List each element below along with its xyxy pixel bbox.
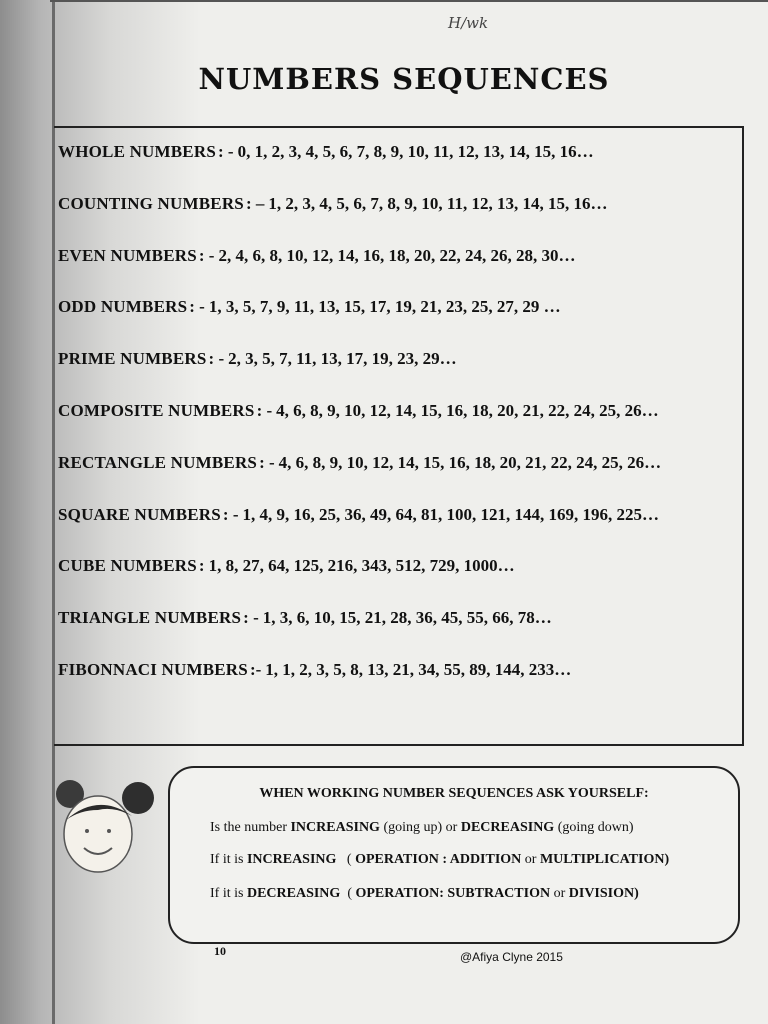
sequence-separator: : - xyxy=(259,452,275,472)
text: or xyxy=(521,852,540,867)
keyword-decreasing: DECREASING xyxy=(460,820,555,835)
sequence-name: PRIME NUMBERS xyxy=(58,349,207,369)
sequence-row xyxy=(58,453,661,473)
sequence-name: TRIANGLE NUMBERS xyxy=(58,608,242,628)
tips-line-2 xyxy=(210,852,669,868)
sequence-values: 1, 3, 6, 10, 15, 21, 28, 36, 45, 55, 66, 78… xyxy=(262,608,552,628)
sequence-name: CUBE NUMBERS xyxy=(58,556,197,576)
text: ( xyxy=(340,886,356,901)
sequence-separator: : - xyxy=(208,349,225,369)
sequences-box xyxy=(54,126,744,746)
sequence-row xyxy=(58,246,575,266)
sequence-values: 1, 4, 9, 16, 25, 36, 49, 64, 81, 100, 121, 144, 169, 196, 225… xyxy=(242,504,659,524)
keyword-decreasing: DECREASING xyxy=(246,886,341,901)
operation-addition: OPERATION : ADDITION xyxy=(355,852,522,867)
sequence-row xyxy=(58,660,571,680)
sequence-values: 4, 6, 8, 9, 10, 12, 14, 15, 16, 18, 20, 21, 22, 24, 25, 26… xyxy=(276,401,659,420)
tips-heading: WHEN WORKING NUMBER SEQUENCES ASK YOURSELF: xyxy=(259,786,649,801)
tips-line-3 xyxy=(210,886,639,902)
tips-line-1 xyxy=(210,820,634,836)
sequence-separator: : - xyxy=(217,142,234,161)
sequence-separator: : xyxy=(198,556,205,576)
sequence-values: 1, 1, 2, 3, 5, 8, 13, 21, 34, 55, 89, 144, 233… xyxy=(265,660,572,679)
sequence-name: RECTANGLE NUMBERS xyxy=(58,452,258,472)
sequence-values: 2, 4, 6, 8, 10, 12, 14, 16, 18, 20, 22, 24, 26, 28, 30… xyxy=(218,245,576,265)
sequence-values: 2, 3, 5, 7, 11, 13, 17, 19, 23, 29… xyxy=(228,349,457,369)
sequence-row xyxy=(58,401,659,421)
sequence-name: EVEN NUMBERS xyxy=(58,245,197,265)
sequence-name: SQUARE NUMBERS xyxy=(58,504,221,524)
sequence-separator: : - xyxy=(189,297,205,317)
sequence-values: 0, 1, 2, 3, 4, 5, 6, 7, 8, 9, 10, 11, 12, 13, 14, 15, 16… xyxy=(237,142,594,161)
sequence-name: WHOLE NUMBERS xyxy=(58,142,216,161)
text: or xyxy=(550,886,569,901)
sequence-separator: : – xyxy=(245,193,265,213)
sequence-row xyxy=(58,608,552,628)
sequence-row xyxy=(58,297,561,317)
sequence-separator: :- xyxy=(249,660,262,679)
text: ( xyxy=(336,852,356,867)
sequence-values: 1, 2, 3, 4, 5, 6, 7, 8, 9, 10, 11, 12, 13, 14, 15, 16… xyxy=(268,193,608,213)
page-title: NUMBERS SEQUENCES xyxy=(198,62,610,96)
sequence-values: 4, 6, 8, 9, 10, 12, 14, 15, 16, 18, 20, 21, 22, 24, 25, 26… xyxy=(278,452,662,472)
operation-subtraction: OPERATION: SUBTRACTION xyxy=(355,886,551,901)
sequence-name: COMPOSITE NUMBERS xyxy=(58,401,255,420)
sequence-separator: : - xyxy=(256,401,273,420)
operation-multiplication: MULTIPLICATION) xyxy=(539,852,670,867)
sequence-name: ODD NUMBERS xyxy=(58,297,188,317)
text: (going up) or xyxy=(379,820,461,835)
sequence-values: 1, 3, 5, 7, 9, 11, 13, 15, 17, 19, 21, 23, 25, 27, 29 … xyxy=(208,297,561,317)
text: If it is xyxy=(210,852,247,867)
keyword-increasing: INCREASING xyxy=(246,852,337,867)
sequence-separator: : - xyxy=(198,245,215,265)
sequence-row xyxy=(58,505,659,525)
sequence-separator: : - xyxy=(222,504,239,524)
sequence-row xyxy=(58,142,594,162)
sequence-name: COUNTING NUMBERS xyxy=(58,193,244,213)
copyright: @Afiya Clyne 2015 xyxy=(460,950,563,964)
sequence-separator: : - xyxy=(243,608,259,628)
sequence-row xyxy=(58,556,515,576)
page-number: 10 xyxy=(214,944,226,958)
keyword-increasing: INCREASING xyxy=(290,820,380,835)
sequence-name: FIBONNACI NUMBERS xyxy=(58,660,248,679)
page-top-edge xyxy=(50,0,768,2)
operation-division: DIVISION) xyxy=(568,886,639,901)
sequence-row xyxy=(58,194,607,214)
text: If it is xyxy=(210,886,247,901)
handwritten-note: H/wk xyxy=(448,14,489,32)
sequence-values: 1, 8, 27, 64, 125, 216, 343, 512, 729, 1000… xyxy=(208,556,515,576)
girl-illustration xyxy=(54,776,174,886)
text: (going down) xyxy=(554,820,634,835)
text: Is the number xyxy=(210,820,291,835)
sequence-row xyxy=(58,349,457,369)
